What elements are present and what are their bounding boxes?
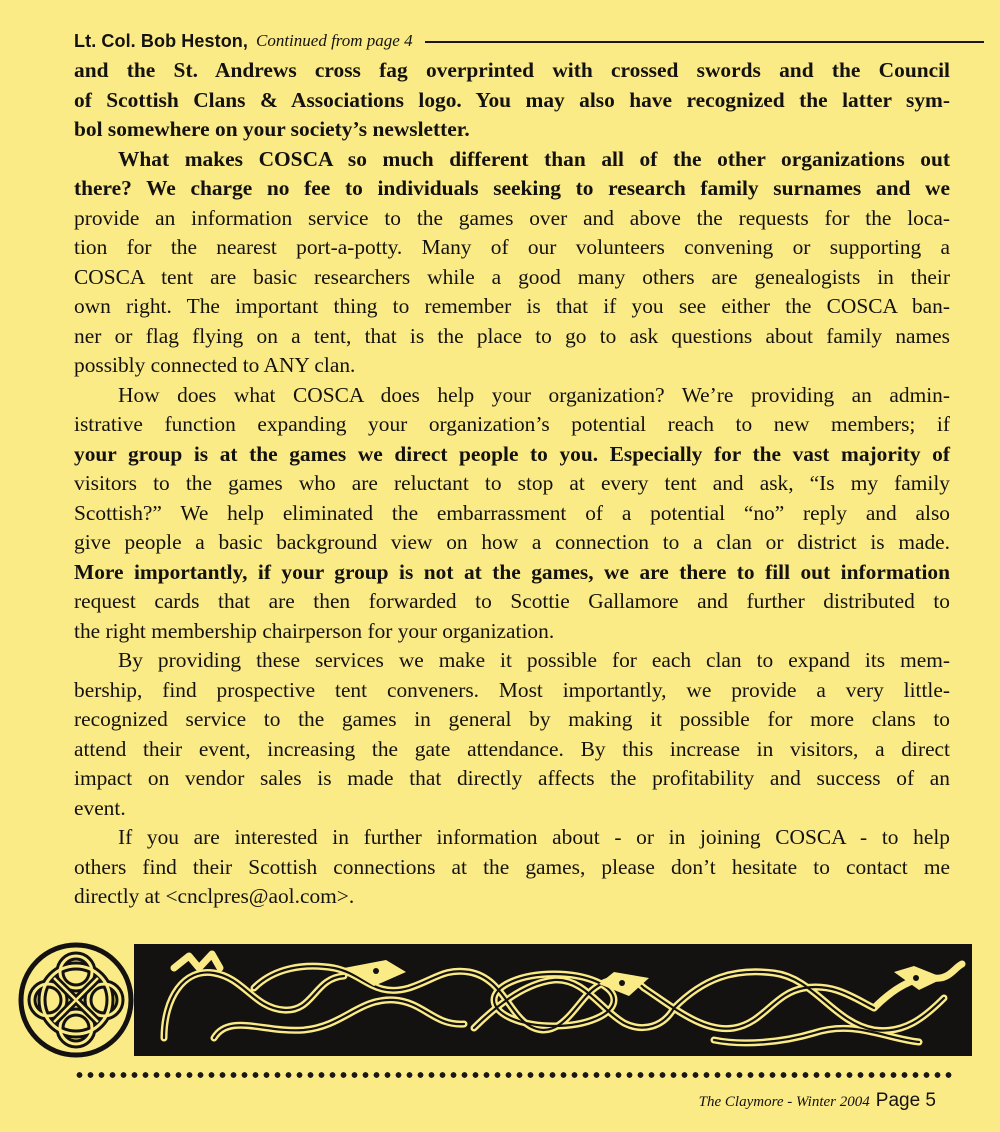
dotted-divider bbox=[74, 1068, 954, 1082]
text-line: your group is at the games we direct people to you. Especially for the vast majority of bbox=[74, 441, 950, 466]
text-line: More importantly, if your group is not at the games, we are there to fill out information bbox=[74, 559, 950, 584]
publication-title: The Claymore - Winter 2004 bbox=[698, 1094, 870, 1110]
text-line: own right. The important thing to remember is that if you see either the COSCA ban- bbox=[74, 294, 950, 318]
beast-interlace-band bbox=[134, 944, 972, 1056]
celtic-roundel-icon bbox=[21, 945, 131, 1055]
text-line: recognized service to the games in general by making it possible for more clans to bbox=[74, 707, 950, 731]
continued-note: Continued from page 4 bbox=[255, 31, 413, 50]
header-rule bbox=[425, 41, 984, 43]
page-number: Page 5 bbox=[875, 1090, 936, 1111]
article-header bbox=[74, 26, 984, 56]
text-line: of Scottish Clans & Associations logo. You may also have recognized the latter sym- bbox=[74, 87, 950, 112]
text-line: What makes COSCA so much different than all of the other organizations out bbox=[118, 146, 950, 171]
page-footer bbox=[699, 1090, 936, 1112]
text-line: and the St. Andrews cross fag overprinted with crossed swords and the Council bbox=[74, 58, 950, 82]
text-line: tion for the nearest port-a-potty. Many of our volunteers convening or supporting a bbox=[74, 235, 950, 259]
article-body bbox=[74, 56, 950, 912]
text-line: provide an information service to the games over and above the requests for the loca- bbox=[74, 205, 950, 230]
text-line: By providing these services we make it possible for each clan to expand its mem- bbox=[118, 648, 950, 672]
text-line: ner or flag flying on a tent, that is the place to go to ask questions about family names bbox=[74, 323, 950, 348]
text-line: bership, find prospective tent conveners. Most importantly, we provide a very little- bbox=[74, 677, 950, 702]
text-line: others find their Scottish connections at the games, please don’t hesitate to contact me bbox=[74, 854, 950, 879]
text-line: event. bbox=[74, 795, 126, 820]
text-line: impact on vendor sales is made that directly affects the profitability and success of an bbox=[74, 766, 950, 790]
text-line: COSCA tent are basic researchers while a good many others are genealogists in their bbox=[74, 264, 950, 289]
text-line: request cards that are then forwarded to Scottie Gallamore and further distributed to bbox=[74, 589, 950, 613]
text-line: visitors to the games who are reluctant to stop at every tent and ask, “Is my family bbox=[74, 471, 950, 495]
text-line: directly at <cnclpres@aol.com>. bbox=[74, 884, 355, 908]
text-line: bol somewhere on your society’s newsletter. bbox=[74, 117, 470, 141]
celtic-knot-border bbox=[14, 938, 974, 1062]
text-line: possibly connected to ANY clan. bbox=[74, 353, 356, 377]
text-line: How does what COSCA does help your organization? We’re providing an admin- bbox=[118, 382, 950, 407]
text-line: there? We charge no fee to individuals seeking to research family surnames and we bbox=[74, 176, 950, 200]
text-line: attend their event, increasing the gate attendance. By this increase in visitors, a direct bbox=[74, 736, 950, 761]
text-line: give people a basic background view on how a connection to a clan or district is made. bbox=[74, 530, 950, 554]
text-line: the right membership chairperson for your organization. bbox=[74, 618, 555, 643]
text-line: Scottish?” We help eliminated the embarrassment of a potential “no” reply and also bbox=[74, 500, 950, 525]
text-line: istrative function expanding your organization’s potential reach to new members; if bbox=[74, 412, 950, 436]
author-name: Lt. Col. Bob Heston, bbox=[74, 30, 248, 51]
text-line: If you are interested in further information about - or in joining COSCA - to help bbox=[118, 825, 950, 849]
